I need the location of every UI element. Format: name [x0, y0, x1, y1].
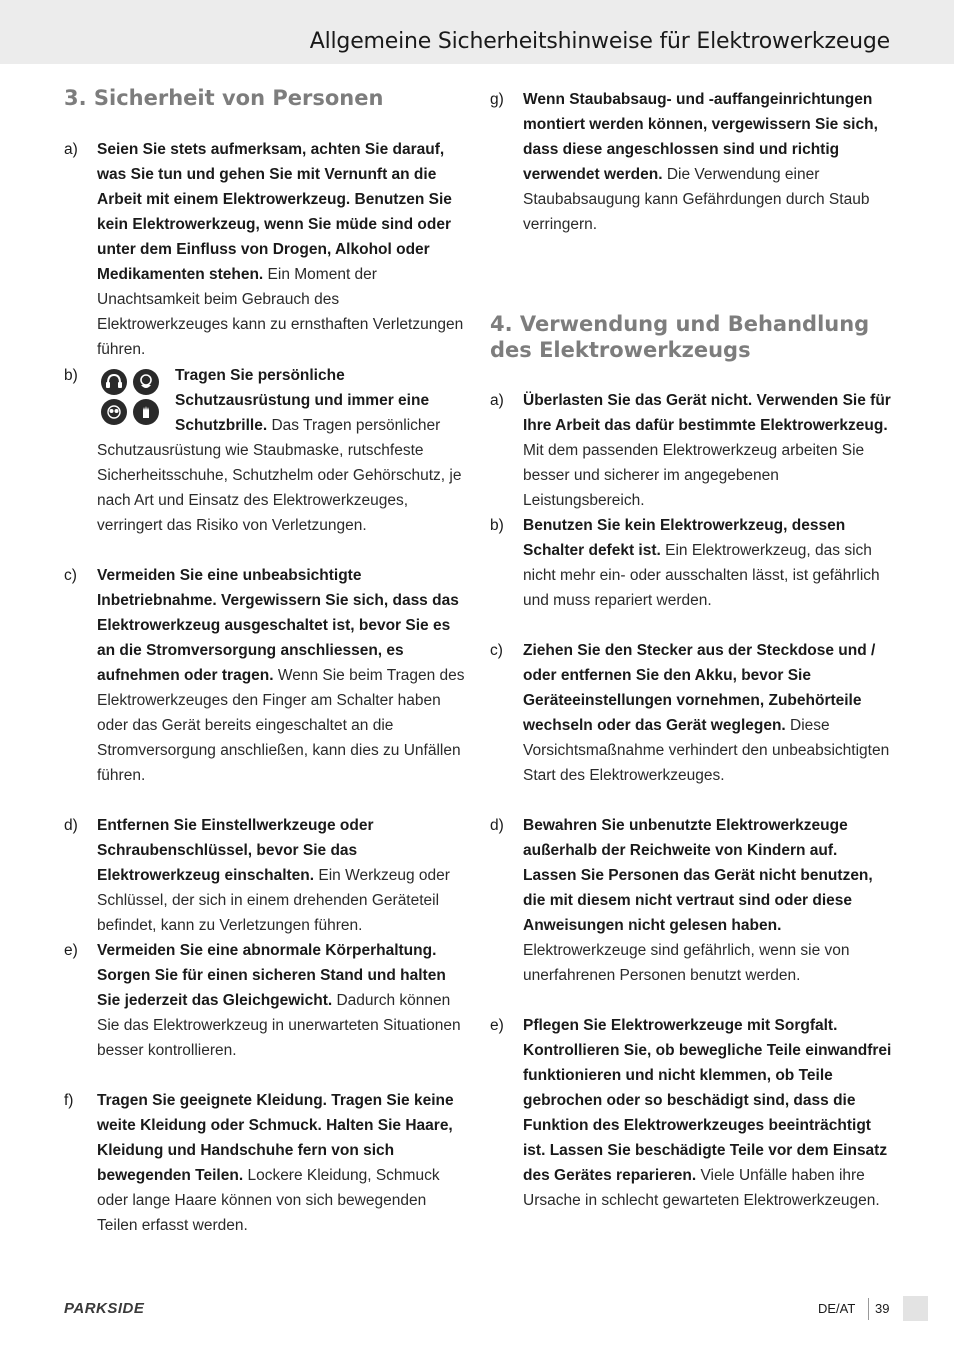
item-bold-text: Pflegen Sie Elektrowerkzeuge mit Sorgfalt. Kontrollieren Sie, ob bewegliche Teile einwandfrei funktionieren und nicht klemmen, ob Teile gebrochen oder so beschädigt sind, dass die Funktion des Elektrowerkzeuges beeinträchtigt ist. Lassen Sie beschädigte Teile vor dem Einsatz des Gerätes reparieren. — [523, 1017, 892, 1184]
item-text: Dadurch können Sie das Elektrowerkzeug in unerwarteten Situationen besser kontrollieren. — [97, 992, 461, 1059]
item-bold-text: Tragen Sie persönliche Schutzausrüstung und immer eine Schutzbrille. — [175, 367, 430, 434]
list-item — [490, 513, 892, 613]
item-bold-text: Überlasten Sie das Gerät nicht. Verwenden Sie für Ihre Arbeit das dafür bestimmte Elektrowerkzeug. — [523, 392, 891, 434]
item-letter: e) — [490, 1017, 504, 1034]
item-bold-text: Vermeiden Sie eine abnormale Körperhaltung. Sorgen Sie für einen sicheren Stand und halten Sie jederzeit das Gleichgewicht. — [97, 942, 446, 1009]
item-text: Wenn Sie beim Tragen des Elektrowerkzeuges den Finger am Schalter haben oder das Gerät bereits eingeschaltet an die Stromversorgung anschließen, kann dies zu Unfällen führen. — [97, 667, 465, 784]
list-item — [490, 388, 892, 513]
safety-goggles-icon — [101, 399, 127, 425]
item-text: Viele Unfälle haben ihre Ursache in schlecht gewarteten Elektrowerkzeugen. — [523, 1167, 880, 1209]
item-text: Ein Moment der Unachtsamkeit beim Gebrauch des Elektrowerkzeuges kann zu ernsthaften Verletzungen führen. — [97, 266, 464, 358]
item-bold-text: Ziehen Sie den Stecker aus der Steckdose und / oder entfernen Sie den Akku, bevor Sie Geräteeinstellungen vornehmen, Zubehörteile wechseln oder das Gerät weglegen. — [523, 642, 876, 734]
item-bold-text: Benutzen Sie kein Elektrowerkzeug, dessen Schalter defekt ist. — [523, 517, 846, 559]
item-text: Elektrowerkzeuge sind gefährlich, wenn sie von unerfahrenen Personen benutzt werden. — [523, 942, 850, 984]
header-bar — [0, 0, 954, 64]
item-letter: b) — [64, 367, 78, 384]
item-letter: c) — [490, 642, 503, 659]
list-item — [64, 1088, 466, 1238]
brand-logo: PARKSIDE — [64, 1300, 145, 1317]
footer-divider — [868, 1298, 869, 1320]
ppe-icons — [97, 365, 163, 425]
list-item — [490, 87, 892, 237]
list-item — [64, 563, 466, 788]
item-text: Diese Vorsichtsmaßnahme verhindert den unbeabsichtigten Start des Elektrowerkzeuges. — [523, 717, 890, 784]
footer-tab-marker — [903, 1296, 928, 1321]
item-letter: a) — [490, 392, 504, 409]
item-bold-text: Seien Sie stets aufmerksam, achten Sie darauf, was Sie tun und gehen Sie mit Vernunft an die Arbeit mit einem Elektrowerkzeug. Benutzen Sie kein Elektrowerkzeug, wenn Sie müde sind oder unter dem Einfluss von Drogen, Alkohol oder Medikamenten stehen. — [97, 141, 452, 283]
list-item — [490, 813, 892, 988]
item-bold-text: Entfernen Sie Einstellwerkzeuge oder Schraubenschlüssel, bevor Sie das Elektrowerkzeug einschalten. — [97, 817, 374, 884]
item-bold-text: Wenn Staubabsaug- und -auffangeinrichtungen montiert werden können, vergewissern Sie sich, dass diese angeschlossen sind und richtig verwendet werden. — [523, 91, 878, 183]
page-title: Allgemeine Sicherheitshinweise für Elektrowerkzeuge — [309, 29, 890, 54]
item-text: Ein Elektrowerkzeug, das sich nicht mehr ein- oder ausschalten lässt, ist gefährlich und muss repariert werden. — [523, 542, 880, 609]
page-number: 39 — [875, 1301, 890, 1316]
item-letter: c) — [64, 567, 77, 584]
item-text: Die Verwendung einer Staubabsaugung kann Gefährdungen durch Staub verringern. — [523, 166, 870, 233]
dust-mask-icon — [133, 369, 159, 395]
item-text: Lockere Kleidung, Schmuck oder lange Haare können von sich bewegenden Teilen erfasst werden. — [97, 1167, 440, 1234]
item-bold-text: Tragen Sie geeignete Kleidung. Tragen Sie keine weite Kleidung oder Schmuck. Halten Sie Haare, Kleidung und Handschuhe fern von sich bewegenden Teilen. — [97, 1092, 454, 1184]
list-item — [490, 638, 892, 788]
list-item — [64, 938, 466, 1063]
item-letter: g) — [490, 91, 504, 108]
item-letter: a) — [64, 141, 78, 158]
section-4-heading: 4. Verwendung und Behandlung des Elektrowerkzeugs — [490, 312, 870, 362]
item-bold-text: Bewahren Sie unbenutzte Elektrowerkzeuge außerhalb der Reichweite von Kindern auf. Lassen Sie Personen das Gerät nicht benutzen, die mit diesem nicht vertraut sind oder diese Anweisungen nicht gelesen haben. — [523, 817, 873, 934]
item-text: Ein Werkzeug oder Schlüssel, der sich in einem drehenden Geräteteil befindet, kann zu Verletzungen führen. — [97, 867, 450, 934]
item-text: Das Tragen persönlicher Schutzausrüstung wie Staubmaske, rutschfeste Sicherheitsschuhe, Schutzhelm oder Gehörschutz, je nach Art und Einsatz des Elektrowerkzeuges, verringert das Risiko von Verletzungen. — [97, 417, 462, 534]
item-letter: d) — [490, 817, 504, 834]
ear-protection-icon — [101, 369, 127, 395]
item-letter: e) — [64, 942, 78, 959]
item-letter: b) — [490, 517, 504, 534]
gloves-icon — [133, 399, 159, 425]
list-item — [64, 137, 466, 362]
list-item — [64, 813, 466, 938]
item-bold-text: Vermeiden Sie eine unbeabsichtigte Inbetriebnahme. Vergewissern Sie sich, dass das Elektrowerkzeug ausgeschaltet ist, bevor Sie es an die Stromversorgung anschliessen, es aufnehmen oder tragen. — [97, 567, 459, 684]
language-code: DE/AT — [818, 1301, 856, 1316]
section-3-heading: 3. Sicherheit von Personen — [64, 86, 384, 110]
item-letter: d) — [64, 817, 78, 834]
list-item — [64, 363, 466, 538]
item-text: Mit dem passenden Elektrowerkzeug arbeiten Sie besser und sicherer im angegebenen Leistungsbereich. — [523, 442, 865, 509]
item-letter: f) — [64, 1092, 74, 1109]
list-item — [490, 1013, 892, 1213]
